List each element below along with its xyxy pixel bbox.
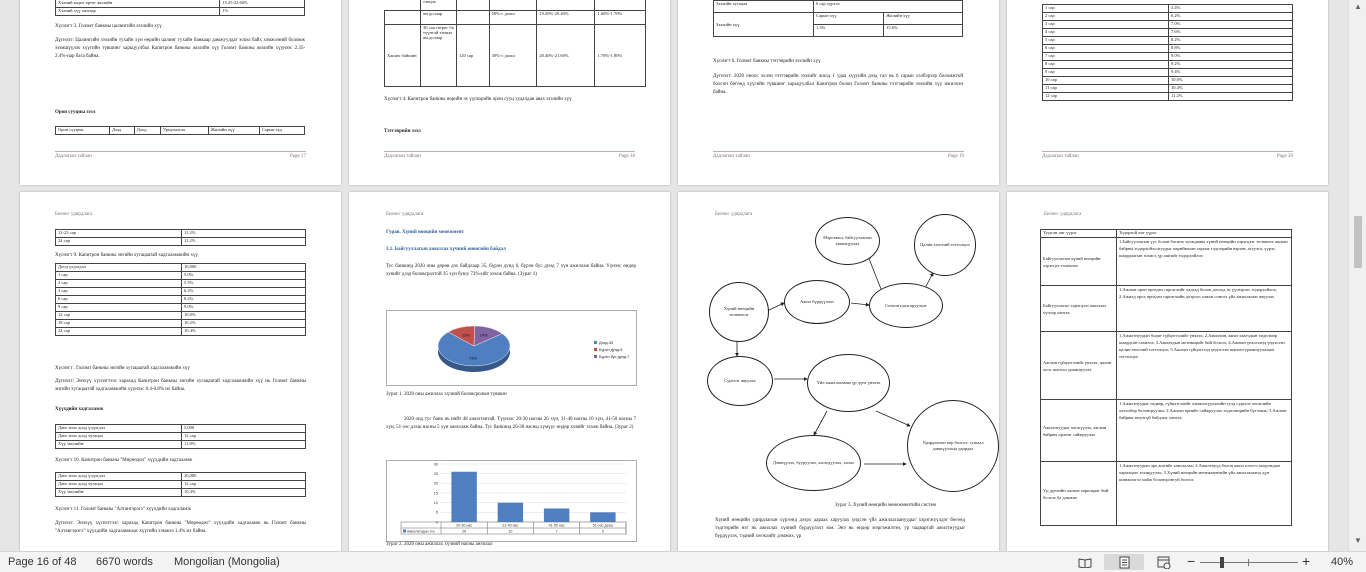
y-tick-label: 10 [433, 500, 438, 505]
table-row: 6 сар 8.8% [1043, 45, 1293, 53]
p22-caption-2: Зураг 2. 2020 оны ажиллах хүчний насны ангилал [386, 542, 493, 547]
page-22 [349, 192, 670, 551]
scroll-down-icon[interactable]: ▼ [1354, 536, 1362, 545]
table-row: 1 сар 3.4% [1043, 5, 1293, 13]
status-bar [0, 551, 1366, 572]
age-bar-chart [386, 460, 637, 542]
bar [451, 472, 476, 522]
page-header: Бизнес удирдлага [386, 212, 424, 217]
table-row: 7 сар 9.0% [1043, 53, 1293, 61]
table-row: Данс нээх доод хугацаа 12 сар [56, 481, 306, 489]
p17-top-table [55, 0, 305, 16]
node-training: Сургалт явуулах [707, 356, 773, 406]
word-count[interactable]: 6670 words [96, 556, 153, 568]
legend-swatch [594, 355, 597, 358]
x-tick-label: 51-ээс дээш [592, 523, 614, 528]
legend-label: Дээд-35 [599, 341, 614, 345]
x-tick-label: 20-30 нас [456, 523, 473, 528]
node-recruitment: Ажил бүрдүүлэлт [784, 280, 850, 324]
table-row: 9 сар 9.0% [56, 304, 306, 312]
table-row: Байгууллагыг хэрэгцээт ажиллах хүчээр хангах 1.Ажлын орон өргөдөл гаргагчийг хадгад болон дотоод эх үүсвэрээс тодорхойлох; 2.Ажилд орох өргөдөл гаргагчийн дотроос шилж сонгох үйл ажиллагааг явуулах [1041, 286, 1292, 332]
bar [544, 508, 569, 522]
p22-caption-1: Зураг 1. 2020 оны ажиллах хүчний боловсролын түвшин [386, 392, 507, 397]
legend-label: Ажиллагчдын тоо [407, 529, 435, 534]
p19-pension-table [713, 0, 963, 37]
scroll-up-icon[interactable]: ▲ [1354, 2, 1362, 11]
read-mode-button[interactable] [1074, 554, 1096, 570]
p21-paragraph: Дүгнэлт: Энэхүү хүснэгтээс харахад Капитрон банкны энгийн хугацаатай хадгаламжийн хүү нь Голомт банкны энгийн хугацаатай хадгаламжийн хүүнээс 0.4-0.8% их байна. [55, 379, 306, 392]
table-row: 3 сар 7.0% [1043, 21, 1293, 29]
page-24 [1007, 192, 1328, 551]
table-row: 18 сар 10.2% [56, 320, 306, 328]
table-row: 11 сар 10.4% [1043, 85, 1293, 93]
zoom-out-button[interactable]: − [1187, 553, 1196, 569]
web-layout-button[interactable] [1153, 554, 1175, 570]
zoom-midpoint-tick [1248, 559, 1249, 566]
table-row: Хүү /жилийн/ 11.8% [56, 441, 306, 449]
legend-label: Бүрэн дунд-6 [599, 348, 623, 352]
node-hr-planning: Хүний нөөцийн төлөвлөлт [709, 282, 769, 342]
data-label: 5 [601, 529, 604, 534]
x-tick-label: 41-50 нас [548, 523, 565, 528]
y-tick-label: 15 [433, 491, 438, 496]
page-18 [349, 0, 670, 185]
x-tick-label: 31-40 нас [502, 523, 519, 528]
table-row: Ажилтнуудыг хөгжүүлэх, ажлын байрны өрлөнг сайжруулах 1.Ажилтнуудыг чадвар, гүйцэтгэлийг хэмжээгүүлэхийн тулд сургалт хөгжлийн хөтөлбөр боловсруулах; 2.Ажлын өрнийг сайжруулах хөдөлмөрийн бүтээмж; 3.Ажлын байрны аюулгүй байдлыг хангах [1041, 400, 1292, 462]
p21-caption-golomt: Хүснэгт . Голомт банкны энгийн хугацаатай хадгаламжийн хүү [55, 366, 190, 371]
zoom-slider[interactable] [1200, 562, 1298, 563]
p21-caption-9: Хүснэгт 9. Капитрон банкны энгийн хугацаатай хадгаламжийн хүү [55, 253, 198, 258]
print-layout-button[interactable] [1104, 554, 1144, 570]
p23-caption: Зураг 3. Хүний нөөцийн менежментийн систем [835, 503, 936, 508]
page-19 [678, 0, 999, 185]
table-header-row: Үндсэн чиг үүрэг Тодорхой чиг үүрэг [1041, 230, 1292, 238]
table-row: 4 сар 7.6% [1043, 29, 1293, 37]
page-footer: Дадлагын тайлан Page 17 [55, 151, 306, 159]
education-pie-chart [386, 310, 637, 386]
table-row: Хүү /жилийн/ 10.4% [56, 489, 306, 497]
table-row: 10 сар 10.0% [1043, 77, 1293, 85]
table-row: 12 сар 10.0% [56, 312, 306, 320]
p21-caption-11: Хүснэгт 11. Голомт банкны "Алтангэрэгэ" хүүхдийн хадгаламж [55, 507, 191, 512]
scroll-thumb[interactable] [1354, 216, 1362, 268]
p20-deposit-table [1042, 4, 1293, 101]
table-row: 1.3% 15.6% [714, 25, 963, 37]
p21-rates-table [55, 263, 306, 336]
node-leadership: Удирдлагын өөр болгох, тушаал дэвшүүлэхэд удирдах [907, 400, 999, 492]
node-performance: Үйл ажиллагааны үр дүнг үнэлэх [807, 354, 890, 412]
table-row: Байгууллагын хүний нөөцийн хэрэгцээ төлөвлөх 1.Байгууллагын үүс болон богино хугацааны хүний нөөцийн хэрэгцээг төлөвлөх ажлын байрны тодорхойлолтуудыг нарийвчлан гаргаж тэдгээрийн вэрэнт, агуулга, үүрэг, шаардлагын зохист, үр ашгийг тодорхойлох [1041, 238, 1292, 286]
pie-slice-label: 73% [468, 355, 477, 361]
data-label: 26 [462, 529, 467, 534]
table-row: 2 сар 5.5% [56, 280, 306, 288]
table-row: Зээлийн хугацаа 6 сар хүртэл [714, 1, 963, 13]
y-tick-label: 0 [435, 520, 438, 525]
table-row: 3 сар 6.2% [56, 288, 306, 296]
page-17 [20, 0, 341, 185]
p17-paragraph: Дүгнэлт: Цалингийн зээлийн тухайн хүн өөрийн цалинг тухайн банкаар дамжуулдаг эсвэл байх хэмжээний боломж эзэмшүүлэх хүүгийн түвшинг харьцуулбал Капитрон банкны жилийн хүү Голомт банкны жилийн хүүнээс 2.35-2.4%-иар бага байна. [55, 38, 305, 59]
bar [498, 503, 523, 522]
node-career: Мэргэжил, байгууллагын тавилцуулах [815, 217, 880, 265]
table-row: 8 сар 9.2% [1043, 61, 1293, 69]
table-row: 2 сар 6.2% [1043, 13, 1293, 21]
p21-child-table-2 [55, 472, 306, 497]
y-tick-label: 30 [433, 462, 438, 467]
page-21 [20, 192, 341, 551]
node-selection: Сонгон шалгаруулалт [869, 283, 943, 328]
p22-subheading: 3.1. Байгууллагын ажиллах хүчний өнөөгийн байдал [386, 247, 506, 252]
table-row: Хэлний хүү хязгаар 1% [56, 8, 305, 16]
p18-loan-table [384, 0, 646, 87]
p18-heading: Тэтгэврийн зээл [384, 129, 421, 134]
table-row: Ажлын гүйцэтгэлийг үнэлэх, цалин хөлс шагнал урамшуулах 1.Ажилтнуудын бодит гүйцэтгэлийг үнэлэх; 2.Ажилчин, ажил хаагчдын хөдөлмөр шаардсан сахилга; 3.Ажилчдын мотивацийг бий болгох; 4.Ажлын үнэлгээнд үндэслэн цалин хөлсний тогтолцоо; 5.Ажлын гүйцэтгэлд үндэслэн шагнал урамшуулалын тогтолцоо [1041, 332, 1292, 400]
p22-paragraph-2: 2020 онд тус банк нь нийт 48 ажилтантай. Түүнээс 20-30 насны 26 хүн, 31-40 насны 10 хүн, 41-50 насны 7 хүн, 51-ээс дээш насны 5 хүн ажиллаж байна. Тус банкинд 20-30 насны хүмүүс өндөр хувийг эзэлж байна. (Зураг 2) [386, 417, 636, 430]
table-row: 5 сар 8.2% [1043, 37, 1293, 45]
data-label: 10 [508, 529, 513, 534]
table-row: Данс нээх доод үлдэгдэл 5,000 [56, 425, 306, 433]
y-tick-label: 25 [433, 471, 438, 476]
table-row: тэнцэх [385, 0, 646, 11]
p19-caption: Хүснэгт 6. Голомт банкны тэтгэврийн зээлийн хүү [713, 59, 821, 64]
table-row: Хаших байшин 30 сая төгрөг ба түүнтэй тэнцэх ам.доллар 120 сар 30%-с доош 20.40%-21.60% 1.70%-1.80% [385, 25, 646, 87]
page-23 [678, 192, 999, 551]
zoom-in-button[interactable]: + [1302, 553, 1311, 569]
table-row: 12 сар 11.2% [1043, 93, 1293, 101]
page-footer: Дадлагын тайлан Page 20 [1042, 151, 1293, 159]
table-row: Орон сууцны Дээд Доод Урьдчилгаа Жилийн хүү Сарын хүү [56, 127, 305, 135]
y-tick-label: 5 [435, 510, 438, 515]
node-promotion: Дэвшүүлэх, бууруулах, хасагдуулах, халах [766, 435, 861, 491]
table-row: 24 сар 10.4% [56, 328, 306, 336]
page-footer: Дадлагын тайлан Page 19 [713, 151, 964, 159]
p22-paragraph: Тус банкинд 2020 оны дөрөв дэх байдлаар 35, бүрэн дунд 6, бүрэн бус дунд 7 хүн ажиллаж байна. Үүнээс өндөр хувийг дээд боловсролтой 35 хүн буюу 73%-ийг эзэлж байна. (Зураг 1) [386, 264, 636, 277]
pie-slice-label: 14% [479, 332, 488, 338]
table-row: 6 сар 8.2% [56, 296, 306, 304]
page-header: Бизнес удирдлага [55, 212, 93, 217]
data-label: 7 [555, 529, 558, 534]
table-row: 9 сар 9.4% [1043, 69, 1293, 77]
vertical-scrollbar[interactable] [1348, 0, 1366, 551]
web-layout-icon [1157, 556, 1171, 569]
legend-swatch [594, 341, 597, 344]
p21-caption-10: Хүснэгт 10. Капитрон банкны "Мөрөөдөл" хүүхдийн хадгаламж [55, 458, 193, 463]
p17-mortgage-table [55, 126, 305, 135]
legend-label: Бүрэн бус дунд-7 [599, 355, 630, 359]
legend-swatch [403, 530, 406, 533]
table-row: Үр дүнгийн ажлын харилцааг бий болгох ба дэмжих 1.Ажилтнуудын эрх ашгийг хамгаалах; 2.Ажилтнууд болон ажил олгогч хоорондын харилцааг зохицуулах; 3.Хүний нөөцийн менежментийн үйл ажиллагаанд дүн шинжилгээ хийж боловсронгуй болгох [1041, 462, 1292, 526]
p17-caption: Хүснэгт 3. Голомт банкны цалингийн зээлийн хүү [55, 24, 162, 29]
page-indicator[interactable]: Page 16 of 48 [8, 556, 77, 568]
table-row: Доод үлдэгдэл 10,000 [56, 264, 306, 272]
table-row: Хэлний кодит өртөг жилийн 15.25-23.66% [56, 0, 305, 8]
language-indicator[interactable]: Mongolian (Mongolia) [174, 556, 280, 568]
p21-child-table-1 [55, 424, 306, 449]
page-layout-icon [1118, 556, 1131, 569]
p22-heading: Гурав. Хүний нөөцийн менежмент [386, 230, 464, 235]
table-row: Данс нээх доод хугацаа 12 сар [56, 433, 306, 441]
pie-slice-label: 13% [461, 332, 470, 338]
table-row: 1 сар 5.0% [56, 272, 306, 280]
p21-top-table [55, 229, 306, 246]
table-row: Зээлийн хүү Сарын хүү Жилийн хүү [714, 13, 963, 25]
node-compensation: Цалин хөлсний тогтолцоо [914, 214, 976, 276]
legend-swatch [594, 348, 597, 351]
p21-paragraph-2: Дүгнэлт: Энэхүү хүснэгтээс харахад Капитрон банкны "Мөрөөдөл" хүүхдийн хадгаламж нь Голомт банкны "Алтангэрэгэ" хүүхдийн хадгаламжаас хүүгийн хэмжээ 1.4% их байна. [55, 521, 306, 534]
p23-paragraph: Хүний нөөцийн удирдлагын хүрээнд дээрх дараах харуулах үндсэн үйл ажиллагаануудыг хэрэгжүүлдэг бөгөөд тэдгээрийн нэг нь ажиллах хүчний бүрдүүлэлт юм. Энэ нь өндөр мэргэжилтэн, ур чадвартай ажилтнуудыг бүрдүүлэх, тэдний хөгжлийг дэмжих, үр [715, 518, 965, 539]
page-header: Бизнес удирдлага [715, 212, 753, 217]
bar [590, 512, 615, 522]
page-20 [1007, 0, 1328, 185]
p18-caption: Хүснэгт 4. Капитрон банкны өөрийн эх үүсвэрийн орон сууц худалдан авах зээлийн хүү [384, 97, 572, 102]
zoom-slider-thumb[interactable] [1220, 557, 1224, 568]
table-row: Данс нээх доод үлдэгдэл 20,000 [56, 473, 306, 481]
page-footer: Дадлагын тайлан Page 18 [384, 151, 635, 159]
p24-hr-functions-table [1040, 229, 1292, 526]
page-header: Бизнес удирдлага [1044, 212, 1082, 217]
p19-paragraph: Дүгнэлт: 2020 оноос эхлэн тэтгэврийн зээлийг жилд 1 удаа хүүгийн дээд тал нь 6 сарын хэлбэрээр боломжтой болсон бөгөөд хүүгийн түвшинг харьцуулбал Капитрон болон Голомт банкны тэтгэврийн зээлийн хүү ижилхэн байна. [713, 74, 963, 95]
y-tick-label: 20 [433, 481, 438, 486]
zoom-level[interactable]: 40% [1331, 556, 1354, 568]
table-row: ам.доллар 50%-с доош 19.20%-20.40% 1.60%-1.70% [385, 11, 646, 25]
p21-heading: Хүүхдийн хадгаламж [55, 407, 104, 412]
p17-heading: Орон сууцны зээл [55, 110, 96, 115]
table-row: 12-23 сар 11.2% [56, 230, 306, 238]
book-icon [1078, 557, 1092, 568]
table-row: 24 сар 11.2% [56, 238, 306, 246]
